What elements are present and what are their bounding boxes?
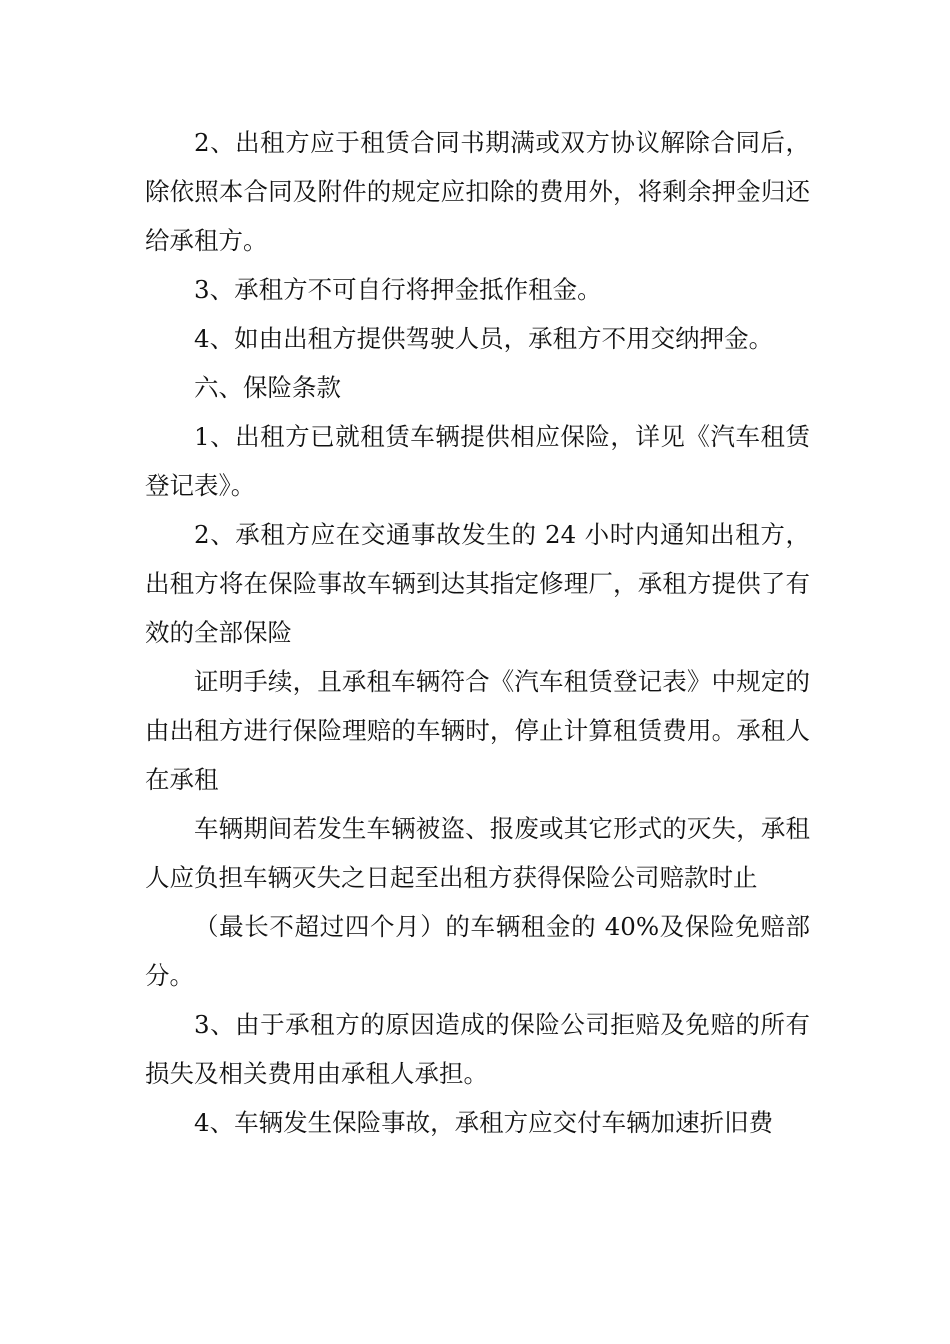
paragraph-deposit-not-rent: 3、承租方不可自行将押金抵作租金。 xyxy=(194,275,602,304)
paragraph-accident-notice: 2、承租方应在交通事故发生的 24 小时内通知出租方，出租方将在保险事故车辆到达其指定修理厂，承租方提供了有效的全部保险 xyxy=(145,520,810,647)
paragraph-insurance-provided: 1、出租方已就租赁车辆提供相应保险，详见《汽车租赁登记表》。 xyxy=(145,422,810,500)
paragraph-deposit-return: 2、出租方应于租赁合同书期满或双方协议解除合同后，除依照本合同及附件的规定应扣除的费用外，将剩余押金归还给承租方。 xyxy=(145,128,810,255)
paragraph-proof-procedures: 证明手续，且承租车辆符合《汽车租赁登记表》中规定的由出租方进行保险理赔的车辆时，停止计算租赁费用。承租人在承租 xyxy=(145,667,810,794)
paragraph-depreciation-fee: 4、车辆发生保险事故，承租方应交付车辆加速折旧费 xyxy=(194,1108,774,1137)
paragraph-driver-no-deposit: 4、如由出租方提供驾驶人员，承租方不用交纳押金。 xyxy=(194,324,774,353)
paragraph-vehicle-loss: 车辆期间若发生车辆被盗、报废或其它形式的灭失，承租人应负担车辆灭失之日起至出租方获得保险公司赔款时止 xyxy=(145,814,810,892)
section-heading-insurance: 六、保险条款 xyxy=(194,373,341,402)
paragraph-max-four-months: （最长不超过四个月）的车辆租金的 40%及保险免赔部分。 xyxy=(145,912,810,990)
paragraph-refused-claims: 3、由于承租方的原因造成的保险公司拒赔及免赔的所有损失及相关费用由承租人承担。 xyxy=(145,1010,810,1088)
document-body xyxy=(145,118,810,1147)
